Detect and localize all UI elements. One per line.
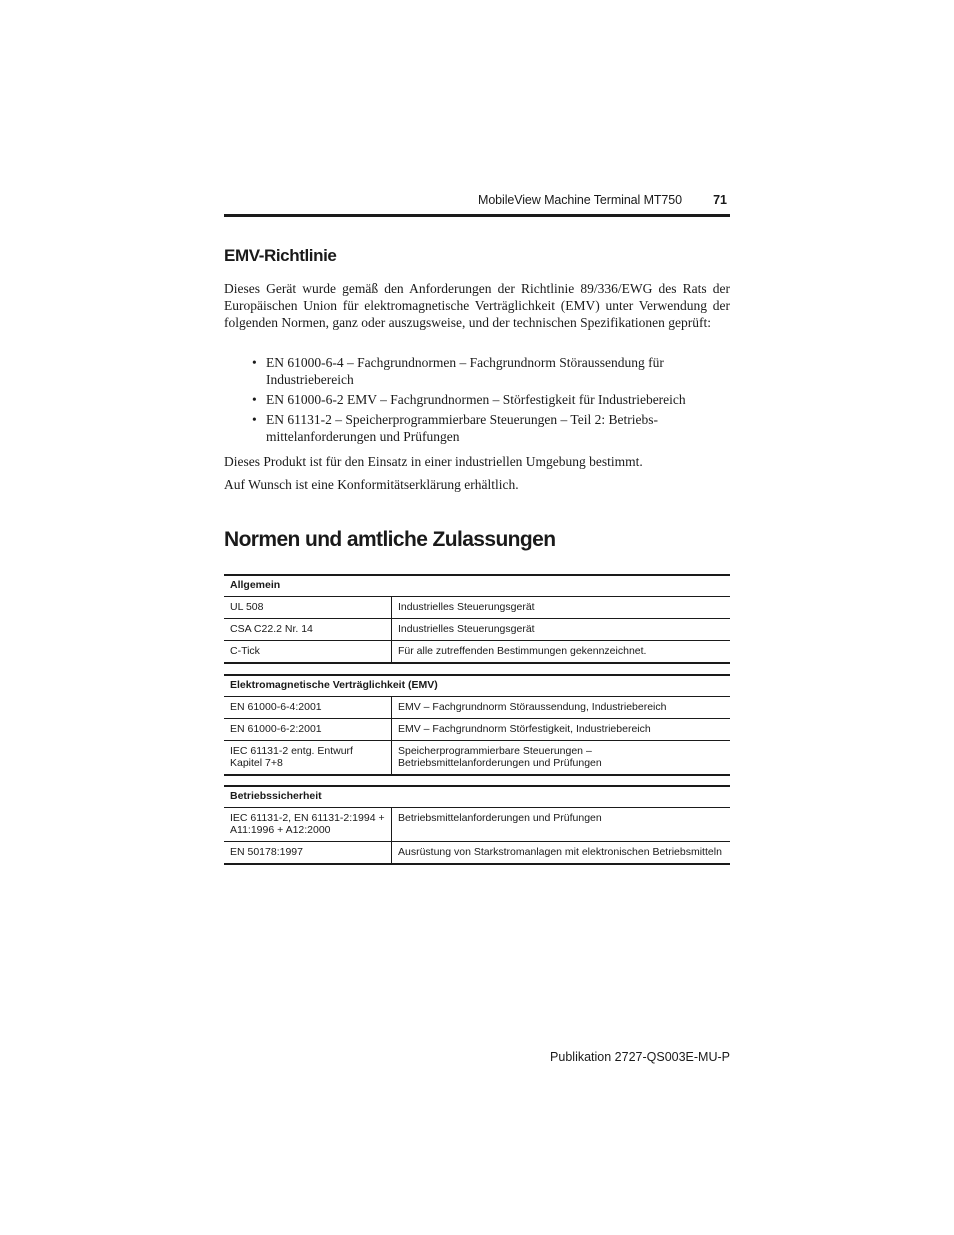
table-row bbox=[224, 641, 730, 664]
description-cell: EMV – Fachgrundnorm Störaussendung, Industriebereich bbox=[398, 701, 667, 713]
standards-table-general bbox=[224, 574, 730, 664]
table-group-heading: Elektromagnetische Verträglichkeit (EMV) bbox=[224, 674, 730, 697]
table-row bbox=[224, 619, 730, 641]
table-group-heading: Allgemein bbox=[224, 574, 730, 597]
list-item: • EN 61131-2 – Speicherprogrammierbare Steuerungen – Teil 2: Betriebs-mittelanforderungen und Prüfungen bbox=[252, 412, 658, 444]
table-group-heading: Betriebssicherheit bbox=[224, 785, 730, 808]
description-cell: Betriebsmittelanforderungen und Prüfungen bbox=[398, 812, 602, 824]
running-header-title: MobileView Machine Terminal MT750 bbox=[478, 193, 682, 207]
table-row bbox=[224, 842, 730, 865]
emv-intro-paragraph: Dieses Gerät wurde gemäß den Anforderungen der Richtlinie 89/336/EWG des Rats der Europäischen Union für elektromagnetische Verträglichkeit (EMV) unter Verwendung der folgenden Normen, ganz oder auszugsweise, und der technischen Spezifikationen geprüft: bbox=[224, 281, 730, 330]
list-item: • EN 61000-6-4 – Fachgrundnormen – Fachgrundnorm Störaussendung für Industriebereich bbox=[252, 355, 664, 387]
declaration-paragraph: Auf Wunsch ist eine Konformitätserklärung erhältlich. bbox=[224, 477, 519, 492]
standard-cell: UL 508 bbox=[224, 597, 392, 618]
description-cell: Industrielles Steuerungsgerät bbox=[398, 623, 535, 635]
bullet-icon: • bbox=[252, 392, 257, 407]
table-row bbox=[224, 597, 730, 619]
table-row bbox=[224, 808, 730, 842]
description-cell: EMV – Fachgrundnorm Störfestigkeit, Industriebereich bbox=[398, 723, 651, 735]
description-cell: Speicherprogrammierbare Steuerungen – Betriebsmittelanforderungen und Prüfungen bbox=[398, 745, 602, 769]
page-number: 71 bbox=[713, 193, 727, 207]
publication-footer: Publikation 2727-QS003E-MU-P bbox=[550, 1050, 730, 1064]
emv-section-heading: EMV-Richtlinie bbox=[224, 246, 337, 265]
list-item: • EN 61000-6-2 EMV – Fachgrundnormen – Störfestigkeit für Industriebereich bbox=[252, 392, 686, 407]
table-row bbox=[224, 719, 730, 741]
table-row bbox=[224, 697, 730, 719]
description-cell: Industrielles Steuerungsgerät bbox=[398, 601, 535, 613]
description-cell: Für alle zutreffenden Bestimmungen gekennzeichnet. bbox=[398, 645, 647, 657]
bullet-icon: • bbox=[252, 355, 257, 370]
table-row bbox=[224, 741, 730, 776]
normen-section-heading: Normen und amtliche Zulassungen bbox=[224, 528, 556, 551]
standards-table-safety bbox=[224, 785, 730, 865]
standard-cell: IEC 61131-2, EN 61131-2:1994 + A11:1996 + A12:2000 bbox=[224, 808, 392, 841]
emv-standards-list bbox=[224, 354, 730, 448]
running-header bbox=[224, 190, 730, 210]
standard-cell: EN 61000-6-4:2001 bbox=[224, 697, 392, 718]
bullet-icon: • bbox=[252, 412, 257, 427]
standard-cell: IEC 61131-2 entg. Entwurf Kapitel 7+8 bbox=[224, 741, 392, 774]
standard-cell: EN 61000-6-2:2001 bbox=[224, 719, 392, 740]
description-cell: Ausrüstung von Starkstromanlagen mit elektronischen Betriebsmitteln bbox=[398, 846, 722, 858]
standard-cell: EN 50178:1997 bbox=[224, 842, 392, 863]
header-rule bbox=[224, 214, 730, 217]
standard-cell: C-Tick bbox=[224, 641, 392, 662]
standard-cell: CSA C22.2 Nr. 14 bbox=[224, 619, 392, 640]
industrial-use-paragraph: Dieses Produkt ist für den Einsatz in einer industriellen Umgebung bestimmt. bbox=[224, 454, 643, 469]
standards-table-emc bbox=[224, 674, 730, 776]
